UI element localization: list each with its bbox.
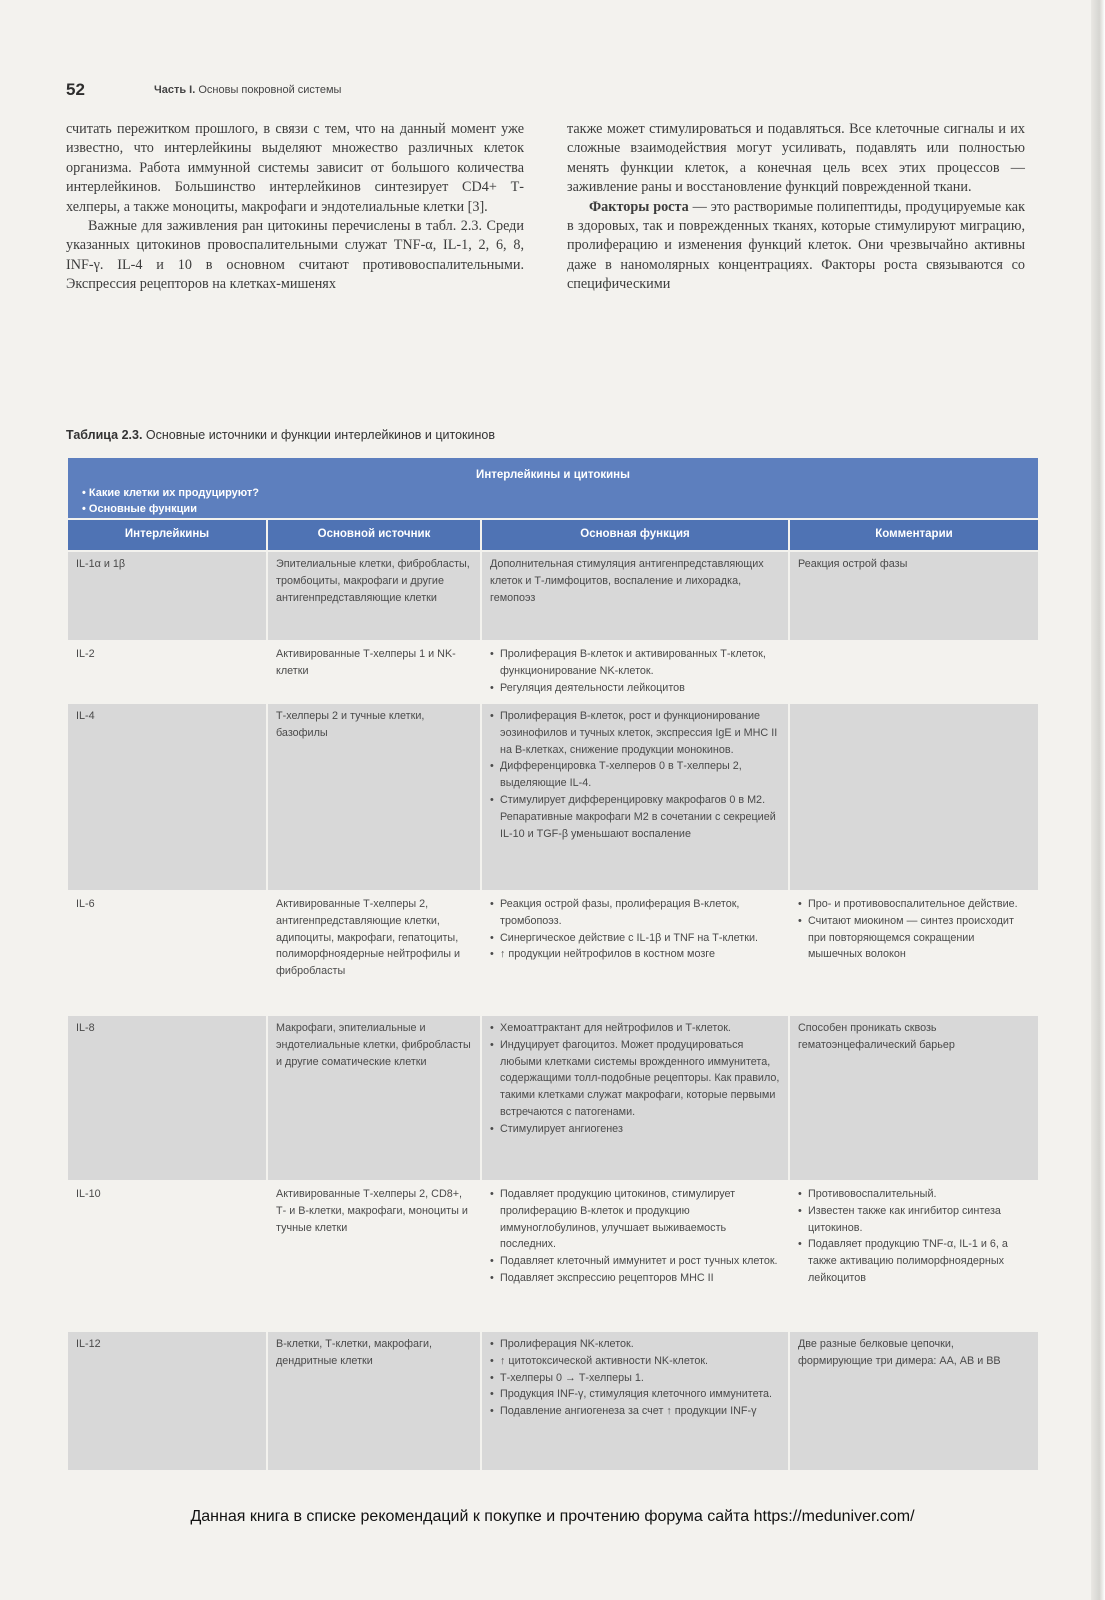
page-edge-shadow bbox=[1091, 0, 1105, 1600]
column-header-source: Основной источник bbox=[267, 519, 481, 551]
comment bbox=[789, 1181, 1039, 1331]
table-row bbox=[67, 641, 1039, 703]
right-text-column bbox=[567, 120, 1025, 295]
table-row bbox=[67, 703, 1039, 891]
interleukin-name: IL-12 bbox=[67, 1331, 267, 1471]
main-function bbox=[481, 1181, 789, 1331]
main-function bbox=[481, 1015, 789, 1181]
function-item: • Пролиферация В-клеток и активированных Т-клеток, функционирование NK-клеток. bbox=[490, 646, 780, 680]
comment: Реакция острой фазы bbox=[789, 551, 1039, 641]
main-source: Активированные Т-хелперы 1 и NK-клетки bbox=[267, 641, 481, 703]
function-item: • Хемоаттрактант для нейтрофилов и Т-клеток. bbox=[490, 1020, 780, 1037]
function-item: • Индуцирует фагоцитоз. Может продуцироваться любыми клетками системы врожденного иммунитета, содержащими толл-подобные рецепторы. Как правило, такими клетками служат макрофаги, которые первыми встречаются с патогенами. bbox=[490, 1037, 780, 1121]
column-header-comments: Комментарии bbox=[789, 519, 1039, 551]
comment bbox=[789, 703, 1039, 891]
function-item: • Подавляет продукцию цитокинов, стимулирует пролиферацию В-клеток и продукцию иммуноглобулинов, улучшает выживаемость последних. bbox=[490, 1186, 780, 1253]
table-row bbox=[67, 1015, 1039, 1181]
running-header bbox=[66, 80, 1046, 104]
table-row bbox=[67, 1331, 1039, 1471]
main-source: В-клетки, Т-клетки, макрофаги, дендритные клетки bbox=[267, 1331, 481, 1471]
function-item: • Реакция острой фазы, пролиферация В-клеток, тромбопоэз. bbox=[490, 896, 780, 930]
comment-item: • Подавляет продукцию TNF-α, IL-1 и 6, а также активацию полиморфноядерных лейкоцитов bbox=[798, 1236, 1030, 1286]
main-source: Активированные Т-хелперы 2, антигенпредставляющие клетки, адипоциты, макрофаги, гепатоциты, полиморфноядерные нейтрофилы и фибробласты bbox=[267, 891, 481, 1015]
main-source: Активированные Т-хелперы 2, CD8+, Т- и В-клетки, макрофаги, моноциты и тучные клетки bbox=[267, 1181, 481, 1331]
main-function bbox=[481, 641, 789, 703]
table-column-headers bbox=[67, 519, 1039, 551]
comment-item: • Известен также как ингибитор синтеза цитокинов. bbox=[798, 1203, 1030, 1237]
comment-item: • Про- и противовоспалительное действие. bbox=[798, 896, 1030, 913]
main-source: Макрофаги, эпителиальные и эндотелиальные клетки, фибробласты и другие соматические клетки bbox=[267, 1015, 481, 1181]
growth-factors-term: Факторы роста bbox=[589, 198, 689, 215]
main-function bbox=[481, 703, 789, 891]
band-question-2: • Основные функции bbox=[82, 503, 197, 515]
interleukin-name: IL-6 bbox=[67, 891, 267, 1015]
left-paragraph-2: Важные для заживления ран цитокины перечислены в табл. 2.3. Среди указанных цитокинов провоспалительными служат TNF-α, IL-1, 2, 6, 8, INF-γ. IL-4 и 10 в основном считают противовоспалительными. Экспрессия рецепторов на клетках-мишенях bbox=[66, 218, 524, 293]
function-item: • Подавление ангиогенеза за счет ↑ продукции INF-γ bbox=[490, 1403, 780, 1420]
part-label: Часть I. bbox=[154, 84, 196, 96]
table-row bbox=[67, 551, 1039, 641]
table-band-title: Интерлейкины и цитокины bbox=[476, 469, 630, 481]
interleukins-table bbox=[66, 456, 1040, 1472]
page-number: 52 bbox=[66, 80, 85, 99]
table-caption-label: Таблица 2.3. bbox=[66, 428, 143, 442]
comment-item: • Считают миокином — синтез происходит при повторяющемся сокращении мышечных волокон bbox=[798, 913, 1030, 963]
interleukin-name: IL-4 bbox=[67, 703, 267, 891]
left-text-column bbox=[66, 120, 524, 295]
interleukin-name: IL-10 bbox=[67, 1181, 267, 1331]
left-paragraph-1: считать пережитком прошлого, в связи с тем, что на данный момент уже известно, что интерлейкины выделяют множество различных клеток организма. Работа иммунной системы зависит от большого количества интерлейкинов. Большинство интерлейкинов синтезирует CD4+ Т-хелперы, а также моноциты, макрофаги и эндотелиальные клетки [3]. bbox=[66, 121, 524, 215]
comment: Способен проникать сквозь гематоэнцефалический барьер bbox=[789, 1015, 1039, 1181]
table-row bbox=[67, 891, 1039, 1015]
column-header-function: Основная функция bbox=[481, 519, 789, 551]
main-function bbox=[481, 1331, 789, 1471]
right-paragraph-1: также может стимулироваться и подавляться. Все клеточные сигналы и их сложные взаимодействия могут усиливать, подавлять или полностью менять функции клеток, а конечная цель всех этих процессов — заживление раны и восстановление функций поврежденной ткани. bbox=[567, 121, 1025, 196]
main-function bbox=[481, 891, 789, 1015]
table-caption-text: Основные источники и функции интерлейкинов и цитокинов bbox=[142, 428, 496, 442]
interleukin-name: IL-8 bbox=[67, 1015, 267, 1181]
function-item: • Стимулирует ангиогенез bbox=[490, 1121, 780, 1138]
main-source: Т-хелперы 2 и тучные клетки, базофилы bbox=[267, 703, 481, 891]
interleukin-name: IL-2 bbox=[67, 641, 267, 703]
interleukin-name: IL-1α и 1β bbox=[67, 551, 267, 641]
part-title: Основы покровной системы bbox=[198, 84, 342, 96]
comment bbox=[789, 891, 1039, 1015]
function-item: • ↑ цитотоксической активности NK-клеток. bbox=[490, 1353, 780, 1370]
function-item: • Подавляет клеточный иммунитет и рост тучных клеток. bbox=[490, 1253, 780, 1270]
function-item: • Синергическое действие с IL-1β и TNF на Т-клетки. bbox=[490, 930, 780, 947]
table-band-header bbox=[67, 457, 1039, 519]
right-paragraph-2 bbox=[567, 198, 1025, 295]
function-item: • Т-хелперы 0 → Т-хелперы 1. bbox=[490, 1370, 780, 1387]
function-item: • Подавляет экспрессию рецепторов MHC II bbox=[490, 1270, 780, 1287]
function-item: • Дифференцировка Т-хелперов 0 в Т-хелперы 2, выделяющие IL-4. bbox=[490, 758, 780, 792]
table-caption bbox=[66, 428, 1046, 442]
column-header-interleukins: Интерлейкины bbox=[67, 519, 267, 551]
function-item: • Продукция INF-γ, стимуляция клеточного иммунитета. bbox=[490, 1386, 780, 1403]
function-item: • Регуляция деятельности лейкоцитов bbox=[490, 680, 780, 697]
table-row bbox=[67, 1181, 1039, 1331]
main-function: Дополнительная стимуляция антигенпредставляющих клеток и Т-лимфоцитов, воспаление и лихорадка, гемопоэз bbox=[481, 551, 789, 641]
running-head bbox=[154, 84, 341, 96]
function-item: • Стимулирует дифференцировку макрофагов 0 в М2. Репаративные макрофаги М2 в сочетании с секрецией IL-10 и TGF-β уменьшают воспаление bbox=[490, 792, 780, 842]
band-question-1: • Какие клетки их продуцируют? bbox=[82, 487, 260, 499]
main-source: Эпителиальные клетки, фибробласты, тромбоциты, макрофаги и другие антигенпредставляющие клетки bbox=[267, 551, 481, 641]
comment-item: • Противовоспалительный. bbox=[798, 1186, 1030, 1203]
function-item: • Пролиферация В-клеток, рост и функционирование эозинофилов и тучных клеток, экспрессия IgE и MHC II на В-клетках, снижение продукции монокинов. bbox=[490, 708, 780, 758]
comment bbox=[789, 641, 1039, 703]
right-paragraph-2-text: — это растворимые полипептиды, продуцируемые как в здоровых, так и поврежденных тканях, которые стимулируют миграцию, пролиферацию и изменения функций клеток. Они чрезвычайно активны даже в наномолярных концентрациях. Факторы роста связываются со специфическими bbox=[567, 198, 1025, 293]
footer-notice: Данная книга в списке рекомендаций к покупке и прочтению форума сайта https://meduniver.com/ bbox=[190, 1508, 915, 1525]
function-item: • Пролиферация NK-клеток. bbox=[490, 1336, 780, 1353]
table-band-questions bbox=[82, 485, 259, 517]
function-item: • ↑ продукции нейтрофилов в костном мозге bbox=[490, 946, 780, 963]
comment: Две разные белковые цепочки, формирующие три димера: АА, АВ и ВВ bbox=[789, 1331, 1039, 1471]
